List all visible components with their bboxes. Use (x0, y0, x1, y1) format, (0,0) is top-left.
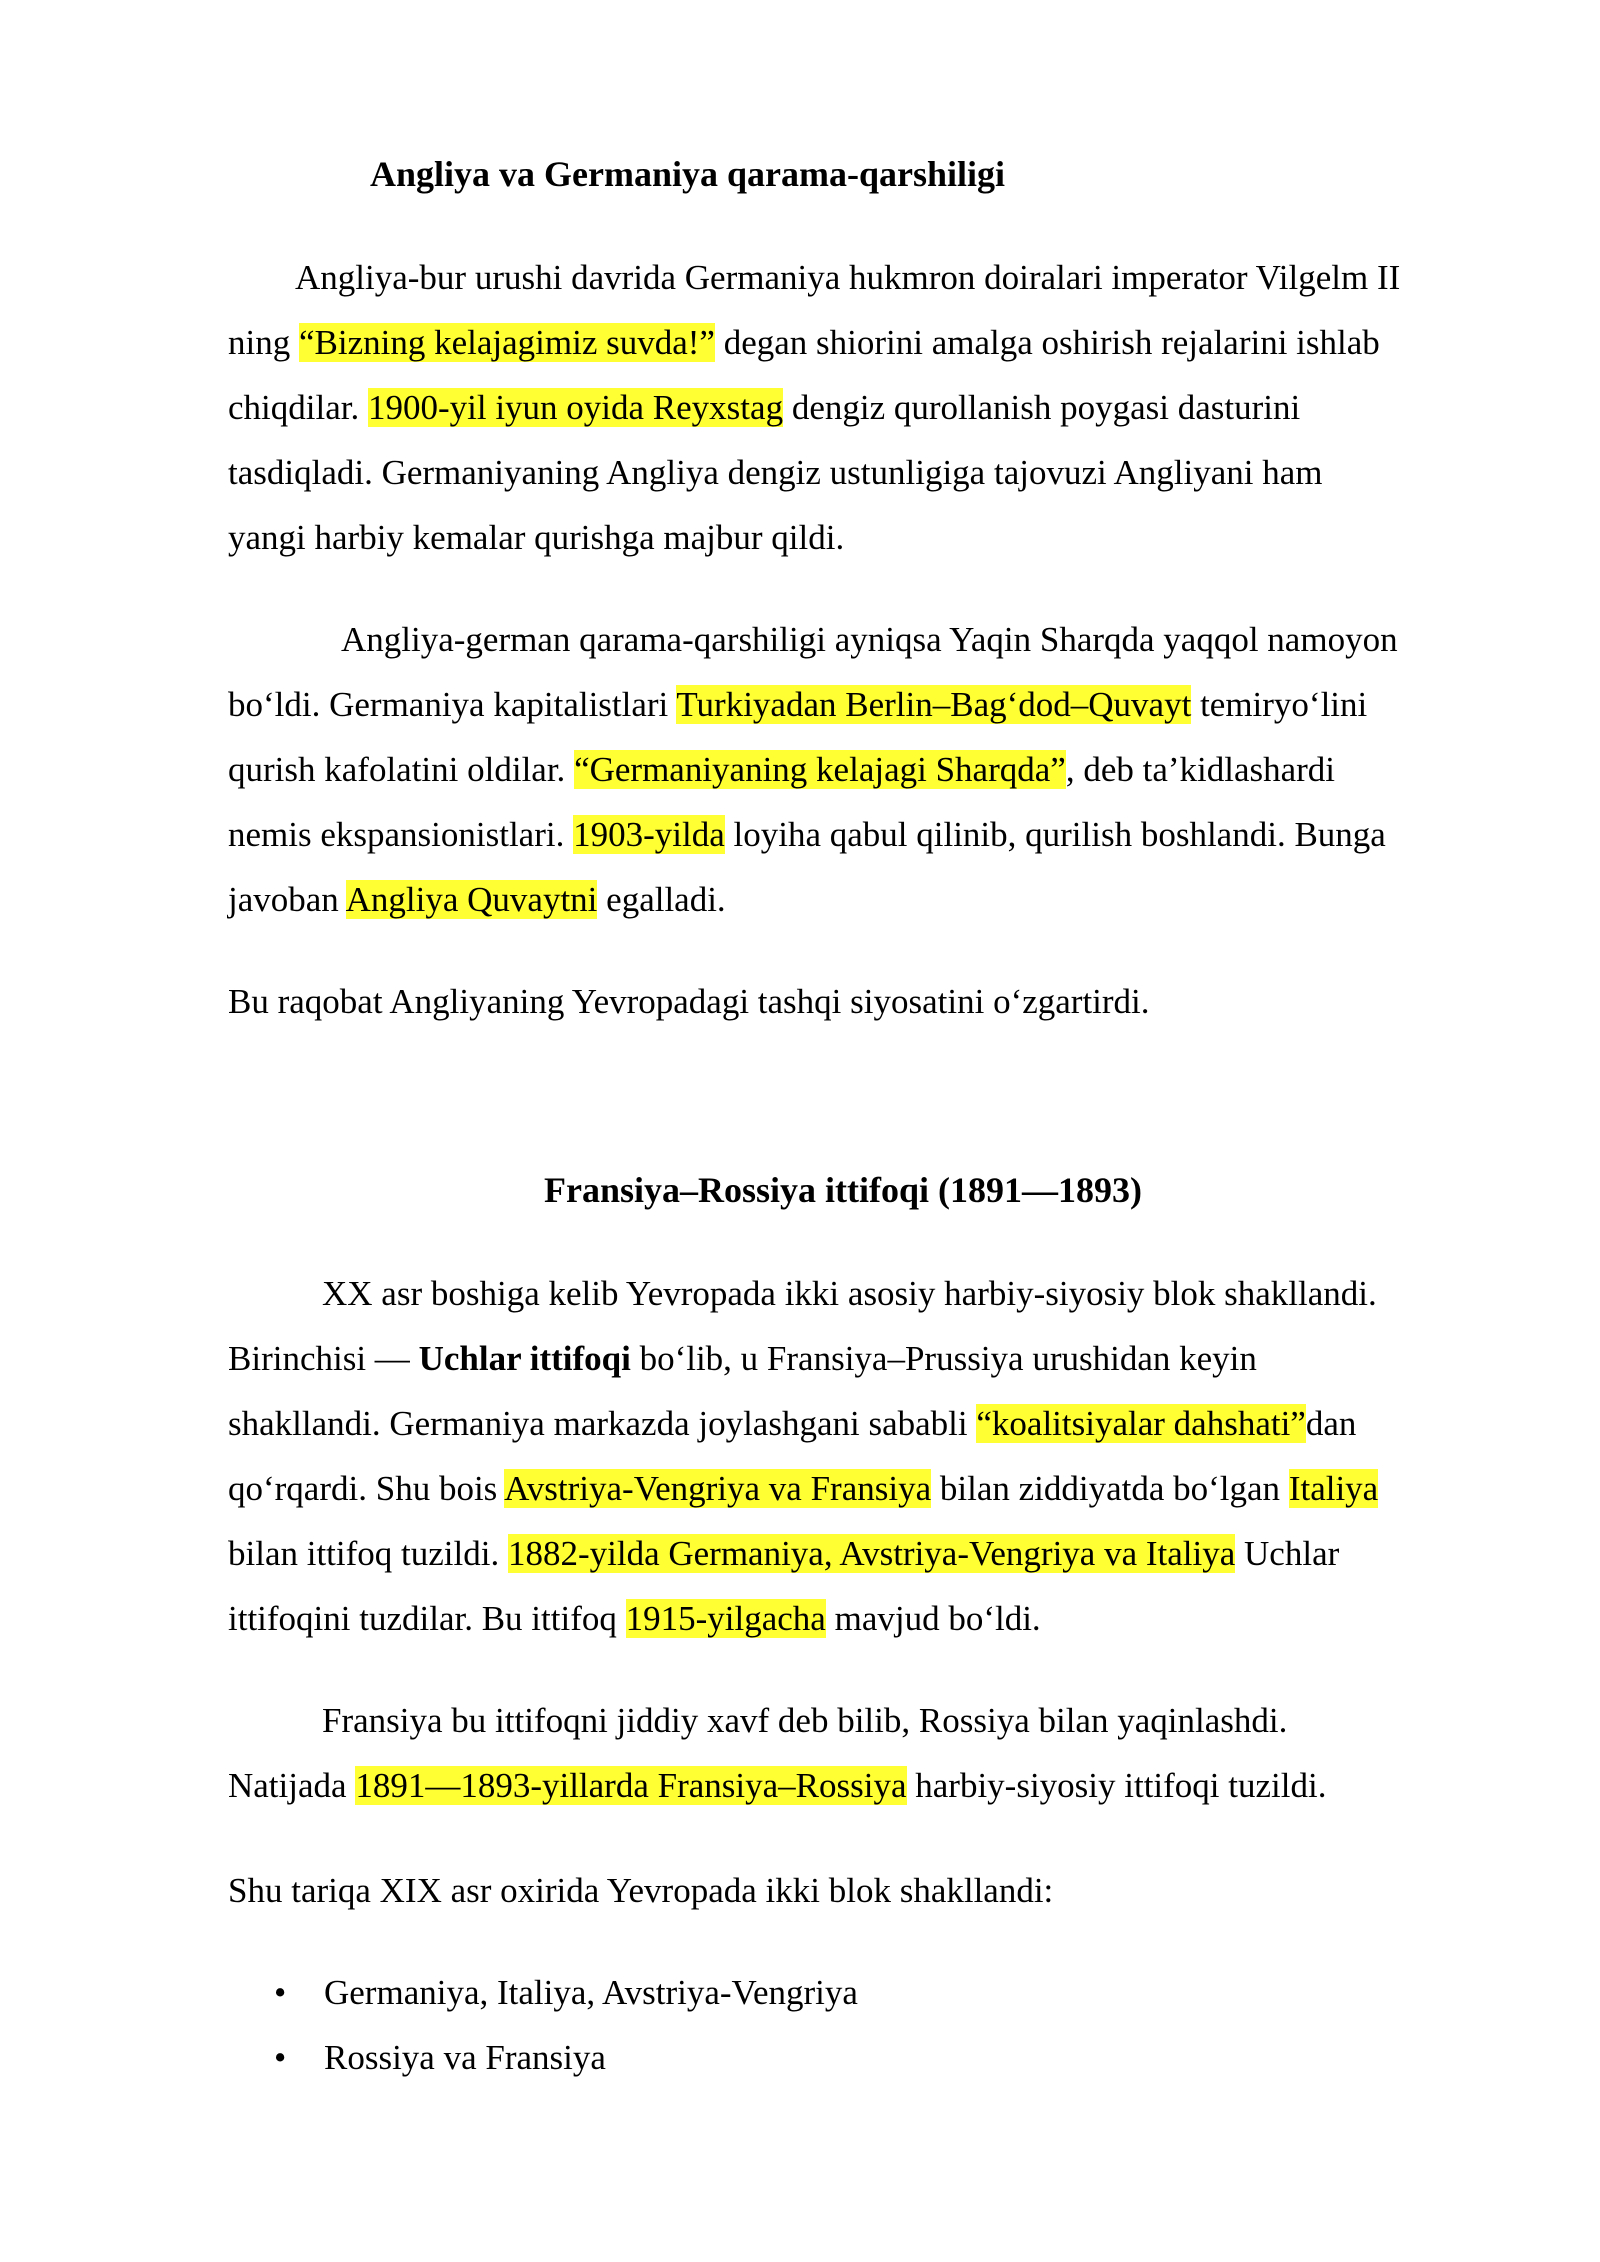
paragraph-4 (228, 1261, 1496, 1651)
highlighted-text: 1903-yilda (573, 815, 725, 854)
text-line: XX asr boshiga kelib Yevropada ikki asosiy harbiy-siyosiy blok shakllandi. (322, 1274, 1377, 1313)
text-run: Natijada (228, 1766, 356, 1805)
text-line (228, 1326, 1496, 1391)
paragraph-2 (228, 607, 1496, 932)
paragraph-3 (228, 969, 1496, 1034)
highlighted-text: 1900-yil iyun oyida Reyxstag (367, 388, 784, 427)
paragraph-1 (228, 245, 1496, 570)
text-run: harbiy-siyosiy ittifoqi tuzildi. (906, 1766, 1327, 1805)
text-line (228, 310, 1496, 375)
text-line: Angliya-bur urushi davrida Germaniya hukmron doiralari imperator Vilgelm II (295, 258, 1401, 297)
text-run: bilan ziddiyatda bo‘lgan (931, 1469, 1289, 1508)
highlighted-text: “Germaniyaning kelajagi Sharqda” (574, 750, 1066, 789)
text-run: dengiz qurollanish poygasi dasturini (783, 388, 1301, 427)
text-run: bo‘lib, u Fransiya–Prussiya urushidan keyin (630, 1339, 1257, 1378)
text-run: , deb ta’kidlashardi (1065, 750, 1336, 789)
text-line (228, 672, 1496, 737)
text-line (228, 1753, 1496, 1818)
text-run: ittifoqini tuzdilar. Bu ittifoq (228, 1599, 626, 1638)
section-title-fransiya-rossiya: Fransiya–Rossiya ittifoqi (1891—1893) (544, 1170, 1142, 1210)
text-line: Shu tariqa XIX asr oxirida Yevropada ikki blok shakllandi: (228, 1871, 1054, 1910)
list-item: • Germaniya, Italiya, Avstriya-Vengriya (228, 1960, 858, 2025)
text-run: qurish kafolatini oldilar. (228, 750, 575, 789)
text-run: qo‘rqardi. Shu bois (228, 1469, 505, 1508)
text-run: loyiha qabul qilinib, qurilish boshlandi. Bunga (724, 815, 1386, 854)
text-line (228, 375, 1496, 440)
text-line: Angliya-german qarama-qarshiligi ayniqsa Yaqin Sharqda yaqqol namoyon (341, 620, 1398, 659)
text-run: bo‘ldi. Germaniya kapitalistlari (228, 685, 677, 724)
text-run: egalladi. (597, 880, 726, 919)
text-run: temiryo‘lini (1191, 685, 1368, 724)
text-line (228, 737, 1496, 802)
text-line: Bu raqobat Angliyaning Yevropadagi tashqi siyosatini o‘zgartirdi. (228, 982, 1150, 1021)
text-run: degan shiorini amalga oshirish rejalarini ishlab (714, 323, 1380, 362)
text-line (228, 1521, 1496, 1586)
highlighted-text: “koalitsiyalar dahshati” (976, 1404, 1306, 1443)
bullet-list-blocs (228, 1960, 858, 2090)
text-run: shakllandi. Germaniya markazda joylashgani sababli (228, 1404, 977, 1443)
text-run: Uchlar (1235, 1534, 1340, 1573)
text-line (228, 1456, 1496, 1521)
text-run: mavjud bo‘ldi. (825, 1599, 1041, 1638)
text-line (228, 802, 1496, 867)
paragraph-5 (228, 1688, 1496, 1818)
text-line (228, 1391, 1496, 1456)
list-item: • Rossiya va Fransiya (228, 2025, 858, 2090)
highlighted-text: 1882-yilda Germaniya, Avstriya-Vengriya va Italiya (507, 1534, 1236, 1573)
text-line (228, 1586, 1496, 1651)
text-run: javoban (228, 880, 346, 919)
highlighted-text: 1891—1893-yillarda Fransiya–Rossiya (355, 1766, 907, 1805)
highlighted-text: Avstriya-Vengriya va Fransiya (504, 1469, 932, 1508)
text-line: yangi harbiy kemalar qurishga majbur qildi. (228, 518, 845, 557)
text-run: Birinchisi — (228, 1339, 419, 1378)
text-run: nemis ekspansionistlari. (228, 815, 574, 854)
paragraph-6 (228, 1858, 1496, 1923)
text-run: dan (1305, 1404, 1357, 1443)
highlighted-text: Italiya (1288, 1469, 1379, 1508)
text-run: chiqdilar. (228, 388, 368, 427)
text-run: bilan ittifoq tuzildi. (228, 1534, 508, 1573)
highlighted-text: Turkiyadan Berlin–Bag‘dod–Quvayt (676, 685, 1192, 724)
highlighted-text: Angliya Quvaytni (345, 880, 598, 919)
text-line (228, 867, 1496, 932)
text-run: ning (228, 323, 299, 362)
text-line: tasdiqladi. Germaniyaning Angliya dengiz ustunligiga tajovuzi Angliyani ham (228, 453, 1323, 492)
highlighted-text: “Bizning kelajagimiz suvda!” (298, 323, 715, 362)
highlighted-text: 1915-yilgacha (625, 1599, 826, 1638)
section-title-angliya-germaniya: Angliya va Germaniya qarama-qarshiligi (370, 154, 1006, 194)
text-line: Fransiya bu ittifoqni jiddiy xavf deb bilib, Rossiya bilan yaqinlashdi. (322, 1701, 1288, 1740)
bold-text: Uchlar ittifoqi (418, 1339, 631, 1378)
